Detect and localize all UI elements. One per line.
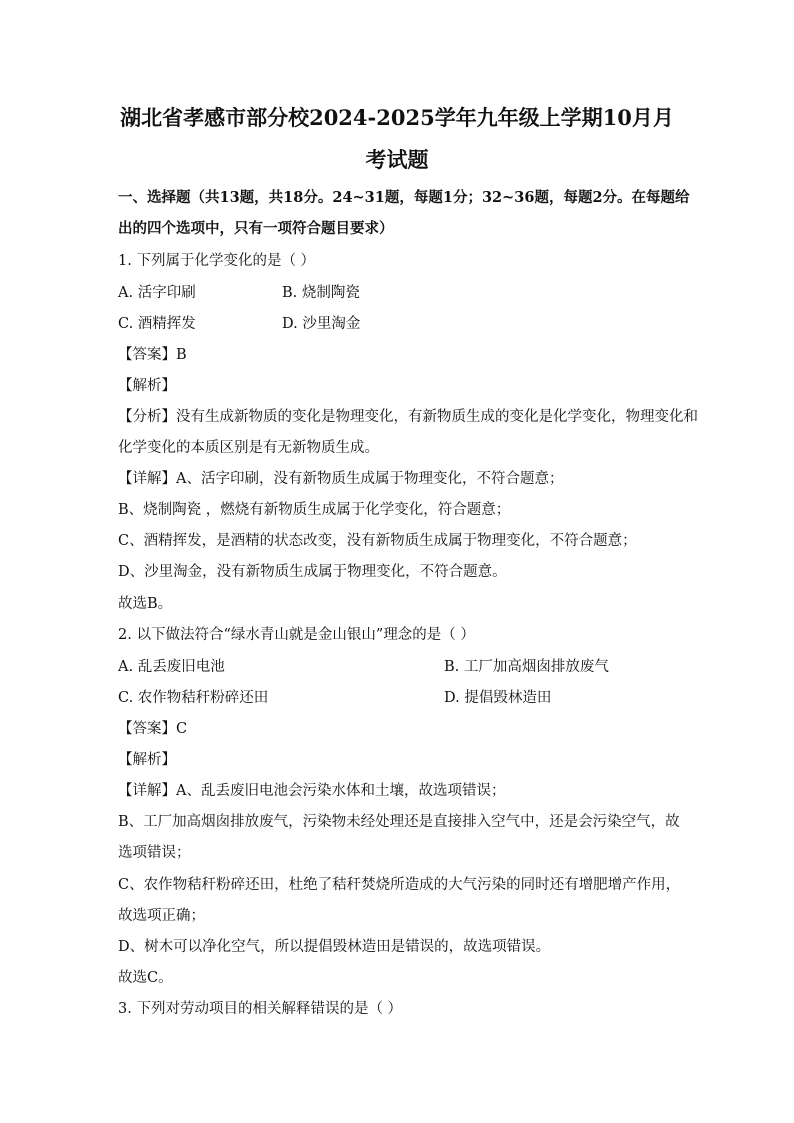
question-1-stem: 1. 下列属于化学变化的是（ ）	[118, 253, 316, 269]
question-2-analysis-line: 选项错误；	[118, 845, 191, 861]
question-2-analysis-line: C、农作物秸秆粉碎还田，杜绝了秸秆焚烧所造成的大气污染的同时还有增肥增产作用，	[118, 877, 681, 893]
question-1-analysis-line: D、沙里淘金，没有新物质生成属于物理变化，不符合题意。	[118, 564, 507, 580]
question-2-analysis-label: 【解析】	[118, 752, 176, 768]
question-2-option-c: C. 农作物秸秆粉碎还田	[118, 690, 269, 706]
question-1-answer: 【答案】B	[118, 347, 187, 363]
question-2-analysis-line: 【详解】A、乱丢废旧电池会污染水体和土壤，故选项错误；	[118, 783, 506, 799]
question-1-analysis-line: 【分析】没有生成新物质的变化是物理变化，有新物质生成的变化是化学变化，物理变化和	[118, 409, 698, 425]
question-2-option-d: D. 提倡毁林造田	[444, 690, 552, 706]
question-2-answer: 【答案】C	[118, 721, 188, 737]
question-1-option-b: B. 烧制陶瓷	[282, 285, 360, 301]
question-1-option-a: A. 活字印刷	[118, 285, 196, 301]
question-1-analysis-line: 【详解】A、活字印刷，没有新物质生成属于物理变化，不符合题意；	[118, 471, 564, 487]
question-1-analysis-line: C、酒精挥发，是酒精的状态改变，没有新物质生成属于物理变化，不符合题意；	[118, 533, 637, 549]
question-1-analysis-line: 故选B。	[118, 596, 173, 612]
question-2-option-a: A. 乱丢废旧电池	[118, 659, 225, 675]
question-2-analysis-line: 故选C。	[118, 970, 173, 986]
section-heading-line-1: 一、选择题（共13题，共18分。24~31题，每题1分；32~36题，每题2分。在每题给	[118, 189, 690, 206]
question-1-option-c: C. 酒精挥发	[118, 316, 196, 332]
question-2-option-b: B. 工厂加高烟囱排放废气	[444, 659, 609, 675]
question-2-analysis-line: D、树木可以净化空气，所以提倡毁林造田是错误的，故选项错误。	[118, 939, 551, 955]
question-2-stem: 2. 以下做法符合“绿水青山就是金山银山”理念的是（ ）	[118, 627, 475, 643]
question-3-stem: 3. 下列对劳动项目的相关解释错误的是（ ）	[118, 1001, 403, 1017]
question-1-option-d: D. 沙里淘金	[282, 316, 361, 332]
question-1-analysis-label: 【解析】	[118, 378, 176, 394]
section-heading-line-2: 出的四个选项中，只有一项符合题目要求）	[118, 220, 394, 237]
page-title-line-1: 湖北省孝感市部分校2024-2025学年九年级上学期10月月	[120, 105, 674, 130]
question-1-analysis-line: 化学变化的本质区别是有无新物质生成。	[118, 440, 379, 456]
question-2-analysis-line: 故选项正确；	[118, 908, 205, 924]
page-title-line-2: 考试题	[365, 147, 429, 172]
question-2-analysis-line: B、工厂加高烟囱排放废气，污染物未经处理还是直接排入空气中，还是会污染空气，故	[118, 814, 680, 830]
question-1-analysis-line: B、烧制陶瓷 ，燃烧有新物质生成属于化学变化，符合题意；	[118, 502, 511, 518]
